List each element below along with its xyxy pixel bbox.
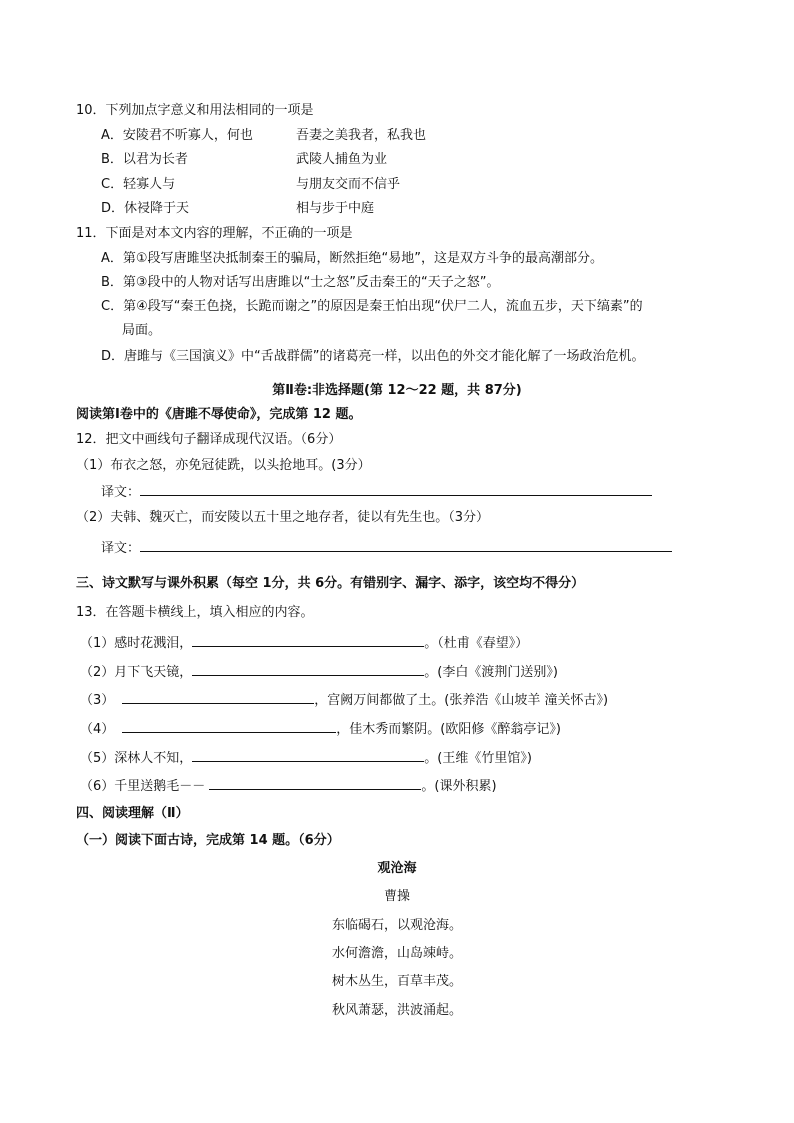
section3-title: 三、诗文默写与课外积累（每空 1分，共 6分。有错别字、漏字、添字，该空均不得分） <box>76 576 585 591</box>
q13-item-1 <box>80 633 528 653</box>
q12-translation-1 <box>101 482 652 502</box>
q10-option-c-right: 与朋友交而不信乎 <box>296 177 401 192</box>
part2-title: 第Ⅱ卷:非选择题(第 12～22 题，共 87分) <box>272 383 522 398</box>
item-6-blank[interactable] <box>209 776 421 790</box>
q13-item-5 <box>80 748 532 768</box>
q13-item-3 <box>80 690 608 710</box>
item-number: （1） <box>80 636 115 651</box>
q10-option-c-left: C．轻寡人与 <box>101 177 176 192</box>
item-prefix: 月下飞天镜， <box>114 665 193 680</box>
item-suffix: ，宫阙万间都做了土。(张养浩《山坡羊 潼关怀古》) <box>314 693 609 708</box>
item-suffix: 。(王维《竹里馆》) <box>424 751 532 766</box>
item-suffix: 。（杜甫《春望》） <box>424 636 529 651</box>
item-prefix: 感时花溅泪， <box>114 636 193 651</box>
section4-subtitle: （一）阅读下面古诗，完成第 14 题。（6分） <box>76 833 340 848</box>
q11-option-a: A．第①段写唐雎坚决抵制秦王的骗局，断然拒绝“易地”，这是双方斗争的最高潮部分。 <box>101 251 604 266</box>
q12-stem: 12．把文中画线句子翻译成现代汉语。（6分） <box>76 432 342 447</box>
q12-sentence-2: （2）夫韩、魏灭亡，而安陵以五十里之地存者，徒以有先生也。（3分） <box>76 510 490 525</box>
q11-option-b: B．第③段中的人物对话写出唐雎以“士之怒”反击秦王的“天子之怒”。 <box>101 275 500 290</box>
poem-author: 曹操 <box>383 889 410 904</box>
q10-option-a-left: A．安陵君不听寡人，何也 <box>101 128 253 143</box>
item-prefix: 千里送鹅毛－－ <box>114 779 210 794</box>
q10-option-d-right: 相与步于中庭 <box>296 201 375 216</box>
section4-title: 四、阅读理解（Ⅱ） <box>76 806 189 821</box>
item-2-blank[interactable] <box>192 662 424 676</box>
q11-option-c: C．第④段写“秦王色挠，长跪而谢之”的原因是秦王怕出现“伏尸二人，流血五步，天下缟素”的 <box>101 299 643 314</box>
q12-translation-2 <box>101 538 672 558</box>
item-suffix: ，佳木秀而繁阴。(欧阳修《醉翁亭记》) <box>336 722 561 737</box>
poem-title: 观沧海 <box>377 861 417 876</box>
item-5-blank[interactable] <box>192 748 424 762</box>
q10-option-b-left: B．以君为长者 <box>101 152 188 167</box>
item-number: （5） <box>80 751 115 766</box>
q11-option-d: D．唐雎与《三国演义》中“舌战群儒”的诸葛亮一样，以出色的外交才能化解了一场政治危机。 <box>101 349 645 364</box>
part2-intro: 阅读第Ⅰ卷中的《唐雎不辱使命》，完成第 12 题。 <box>76 407 362 422</box>
item-number: （2） <box>80 665 115 680</box>
item-3-blank[interactable] <box>122 690 314 704</box>
q10-option-b-right: 武陵人捕鱼为业 <box>296 152 388 167</box>
poem-line-3: 树木丛生，百草丰茂。 <box>331 974 462 989</box>
q11-stem: 11．下面是对本文内容的理解，不正确的一项是 <box>76 226 353 241</box>
item-prefix: 深林人不知， <box>114 751 193 766</box>
item-1-blank[interactable] <box>192 633 424 647</box>
q10-stem: 10．下列加点字意义和用法相同的一项是 <box>76 103 314 118</box>
q10-option-a-right: 吾妻之美我者，私我也 <box>296 128 427 143</box>
q11-option-c-cont: 局面。 <box>122 323 162 338</box>
item-number: （3） <box>80 693 115 708</box>
translation-label: 译文： <box>101 541 141 556</box>
item-suffix: 。(课外积累) <box>421 779 497 794</box>
q13-stem: 13．在答题卡横线上，填入相应的内容。 <box>76 605 314 620</box>
poem-line-4: 秋风萧瑟，洪波涌起。 <box>331 1003 462 1018</box>
item-number: （6） <box>80 779 115 794</box>
q13-item-4 <box>80 719 561 739</box>
translation-1-blank[interactable] <box>140 482 652 496</box>
q12-sentence-1: （1）布衣之怒，亦免冠徒跣，以头抢地耳。(3分） <box>76 458 371 473</box>
translation-2-blank[interactable] <box>140 538 672 552</box>
q13-item-6 <box>80 776 497 796</box>
q10-option-d-left: D．休祲降于天 <box>101 201 190 216</box>
item-4-blank[interactable] <box>122 719 336 733</box>
poem-line-1: 东临碣石，以观沧海。 <box>331 918 462 933</box>
q13-item-2 <box>80 662 558 682</box>
translation-label: 译文： <box>101 485 141 500</box>
item-number: （4） <box>80 722 115 737</box>
item-suffix: 。(李白《渡荆门送别》) <box>424 665 558 680</box>
poem-line-2: 水何澹澹，山岛竦峙。 <box>331 946 462 961</box>
